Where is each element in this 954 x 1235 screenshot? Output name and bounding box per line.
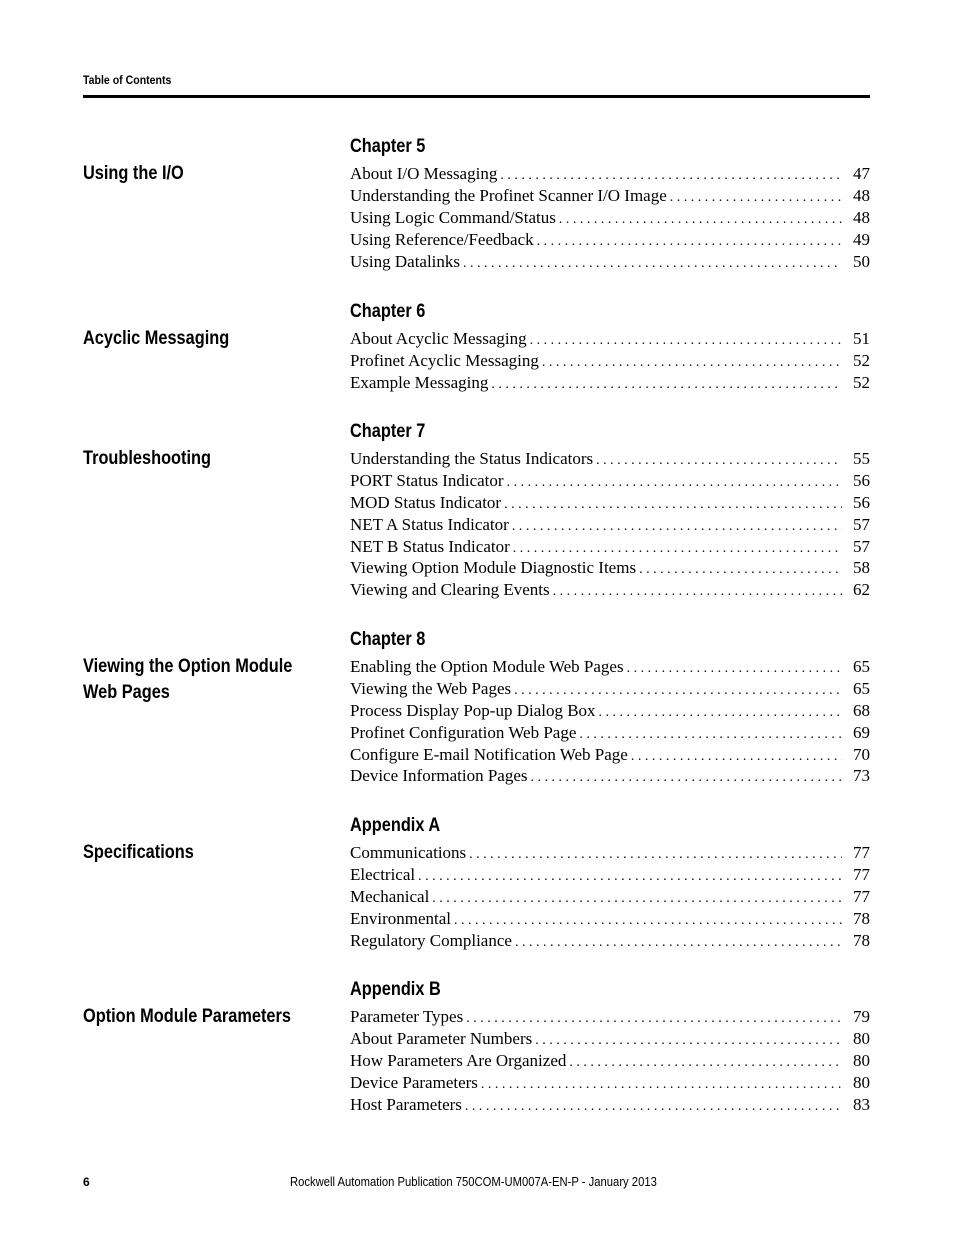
toc-entries [350,1006,870,1115]
toc-entry-page: 52 [853,350,870,370]
toc-entry-title: Using Logic Command/Status [350,207,556,227]
dot-leader [530,330,842,352]
toc-entry-title: Viewing Option Module Diagnostic Items [350,558,637,578]
toc-entries [350,656,870,787]
toc-entry[interactable] [350,1028,870,1050]
toc-entries [350,448,870,601]
toc-entry[interactable] [350,229,870,251]
toc-entry-title: Communications [350,843,467,862]
toc-entries [350,163,870,272]
toc-entry-page: 56 [853,492,870,512]
toc-entry-title: MOD Status Indicator [350,492,502,512]
toc-entry-page: 77 [853,864,870,884]
toc-entry[interactable] [350,908,870,930]
toc-entry-page: 80 [853,1050,870,1070]
toc-entries [350,328,870,394]
dot-leader [500,165,842,187]
dot-leader [513,538,842,560]
toc-entry[interactable] [350,886,870,908]
toc-entry-page: 47 [853,164,870,183]
dot-leader [463,253,842,275]
toc-entry-page: 83 [853,1094,870,1114]
dot-leader [596,450,842,472]
toc-entry-page: 48 [853,185,870,205]
chapter-title-line: Acyclic Messaging [83,328,230,349]
toc-entry[interactable] [350,207,870,229]
toc-entry-page: 73 [853,766,870,786]
toc-entry[interactable] [350,350,870,372]
toc-entry-title: About Acyclic Messaging [350,329,527,348]
toc-entry-title: Profinet Acyclic Messaging [350,350,539,370]
toc-entry-title: Environmental [350,908,452,928]
toc-entry-title: Mechanical [350,886,430,906]
toc-entry-page: 50 [853,251,870,271]
dot-leader [670,187,842,209]
toc-entry[interactable] [350,163,870,185]
toc-entry-page: 78 [853,930,870,950]
toc-entry-title: Viewing and Clearing Events [350,580,550,600]
toc-entry[interactable] [350,251,870,273]
dot-leader [418,866,842,888]
dot-leader [579,724,842,746]
chapter-title-line: Web Pages [83,682,170,703]
chapter-title [83,840,298,866]
chapter-label: Chapter 6 [350,301,426,322]
toc-entry-title: How Parameters Are Organized [350,1050,567,1070]
toc-entry-page: 65 [853,678,870,698]
toc-entry-page: 55 [853,449,870,468]
chapter-title-line: Specifications [83,842,194,863]
toc-entry-page: 69 [853,722,870,742]
toc-entry-title: Parameter Types [350,1007,464,1026]
toc-entry-title: Host Parameters [350,1094,462,1114]
dot-leader [553,581,842,603]
dot-leader [514,680,842,702]
toc-entry-page: 56 [853,470,870,490]
toc-entry-title: About Parameter Numbers [350,1028,533,1048]
toc-entry-title: Electrical [350,864,416,884]
toc-entry-page: 80 [853,1028,870,1048]
toc-entry-page: 57 [853,514,870,534]
toc-entry[interactable] [350,492,870,514]
toc-entry-page: 57 [853,536,870,556]
toc-entry-title: Example Messaging [350,372,489,392]
dot-leader [631,746,842,768]
toc-entry-title: Device Information Pages [350,766,528,786]
dot-leader [515,932,842,954]
toc-entry-page: 78 [853,908,870,928]
dot-leader [466,1008,842,1030]
dot-leader [432,888,842,910]
toc-entry-title: Device Parameters [350,1072,478,1092]
chapter-label: Chapter 7 [350,421,426,442]
toc-entry[interactable] [350,372,870,394]
toc-entry-title: Configure E-mail Notification Web Page [350,744,628,764]
chapter-title [83,326,298,352]
toc-entry-title: Using Reference/Feedback [350,229,534,249]
toc-entry[interactable] [350,448,870,470]
dot-leader [599,702,842,724]
toc-entry-title: Understanding the Profinet Scanner I/O Image [350,185,667,205]
toc-entry-title: PORT Status Indicator [350,470,504,490]
toc-entry[interactable] [350,744,870,766]
chapter-title-line: Viewing the Option Module [83,656,293,677]
running-header: Table of Contents [83,73,172,87]
toc-entry-page: 68 [853,700,870,720]
toc-entry-page: 52 [853,372,870,392]
toc-entry[interactable] [350,842,870,864]
toc-entry-page: 48 [853,207,870,227]
dot-leader [481,1074,842,1096]
chapter-title [83,654,298,706]
dot-leader [569,1052,842,1074]
toc-entry-title: Viewing the Web Pages [350,678,512,698]
toc-entry[interactable] [350,536,870,558]
chapter-label: Appendix B [350,979,441,1000]
toc-entry-title: NET A Status Indicator [350,514,509,534]
toc-entry-page: 77 [853,886,870,906]
toc-entry-title: Regulatory Compliance [350,930,512,950]
toc-entry-page: 51 [853,329,870,348]
dot-leader [639,559,842,581]
toc-entry[interactable] [350,700,870,722]
toc-entry[interactable] [350,328,870,350]
chapter-title [83,446,298,472]
page-number: 6 [83,1175,90,1189]
toc-entry-title: Process Display Pop-up Dialog Box [350,700,596,720]
toc-entry-title: Understanding the Status Indicators [350,449,594,468]
dot-leader [531,767,843,789]
toc-entry[interactable] [350,185,870,207]
dot-leader [512,516,842,538]
toc-entry-page: 70 [853,744,870,764]
toc-entries [350,842,870,951]
toc-entry[interactable] [350,1094,870,1116]
toc-entry-page: 62 [853,580,870,600]
dot-leader [542,352,842,374]
toc-entry[interactable] [350,722,870,744]
toc-entry[interactable] [350,656,870,678]
toc-entry[interactable] [350,1072,870,1094]
toc-entry[interactable] [350,557,870,579]
toc-entry-page: 58 [853,558,870,578]
chapter-label: Chapter 8 [350,629,426,650]
chapter-title [83,161,298,187]
toc-entry[interactable] [350,1006,870,1028]
chapter-label: Appendix A [350,815,441,836]
toc-entry[interactable] [350,864,870,886]
toc-entry-page: 79 [853,1007,870,1026]
chapter-label: Chapter 5 [350,136,426,157]
toc-entry[interactable] [350,579,870,601]
toc-entry-title: Profinet Configuration Web Page [350,722,577,742]
toc-entry[interactable] [350,678,870,700]
chapter-title-line: Using the I/O [83,163,184,184]
dot-leader [627,658,842,680]
toc-entry[interactable] [350,470,870,492]
dot-leader [504,494,842,516]
publication-footer: Rockwell Automation Publication 750COM-UM007A-EN-P - January 2013 [290,1175,657,1189]
toc-entry-title: NET B Status Indicator [350,536,510,556]
dot-leader [537,231,842,253]
toc-entry[interactable] [350,930,870,952]
toc-entry[interactable] [350,765,870,787]
toc-entry-title: About I/O Messaging [350,164,498,183]
toc-entry[interactable] [350,1050,870,1072]
toc-entry-page: 80 [853,1072,870,1092]
toc-entry-page: 65 [853,657,870,676]
dot-leader [491,374,842,396]
toc-entry-title: Using Datalinks [350,251,461,271]
dot-leader [535,1030,842,1052]
dot-leader [559,209,842,231]
dot-leader [454,910,842,932]
toc-entry-page: 49 [853,229,870,249]
chapter-title [83,1004,298,1030]
dot-leader [469,844,842,866]
toc-entry-title: Enabling the Option Module Web Pages [350,657,624,676]
chapter-title-line: Troubleshooting [83,448,211,469]
dot-leader [465,1096,842,1118]
dot-leader [507,472,842,494]
toc-entry[interactable] [350,514,870,536]
toc-entry-page: 77 [853,843,870,862]
chapter-title-line: Option Module Parameters [83,1006,291,1027]
